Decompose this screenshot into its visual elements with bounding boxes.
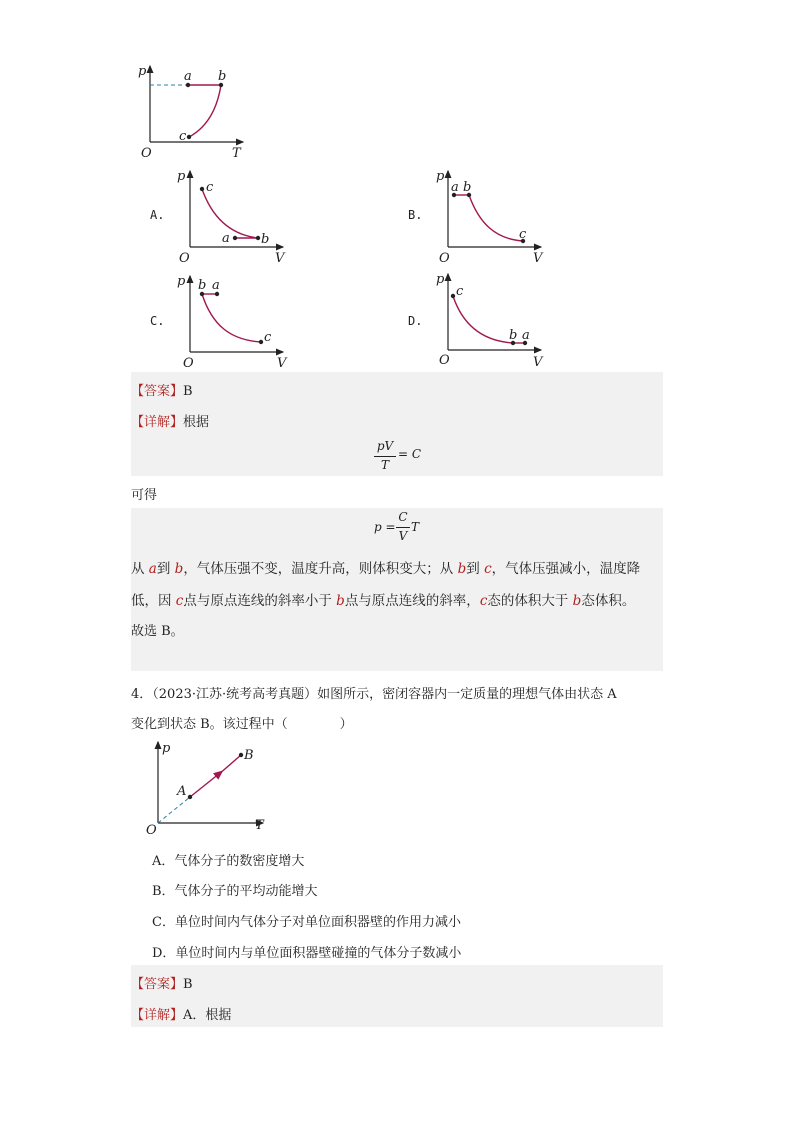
option-D-graph [433,268,548,368]
label-p: p [162,741,171,756]
formula2-numerator: C [398,510,408,524]
detail-line-2 [131,1004,231,1023]
label-V: V [533,355,543,368]
explain-line-3: 故选 B。 [131,624,184,639]
text: ，气体压强不变，温度升高，则体积变大；从 [183,561,458,577]
detail-line-1 [131,411,209,430]
label-T: T [232,146,241,161]
point-label: a [522,328,530,343]
label-T: T [255,818,264,833]
answer-value: B [183,384,193,399]
label-A: A [177,784,187,799]
var: b [572,593,582,609]
q4-option-B: B．气体分子的平均动能增大 [152,884,318,899]
var: a [148,561,157,577]
answer-value: B [183,977,193,992]
point-c [187,135,191,139]
q4-line-1: 4．（2023·江苏·统考高考真题）如图所示，密闭容器内一定质量的理想气体由状态 A [131,687,617,702]
label-a: a [184,69,192,84]
detail-label: 【详解】 [131,1008,184,1023]
var: c [479,593,488,609]
option-A-label: A. [150,208,165,222]
formula1-denominator: T [380,458,389,472]
text: 到 [156,561,175,577]
q4-line-2: 变化到状态 B。该过程中（ ） [131,717,353,732]
answer-block-1 [131,372,663,476]
point-label: a [222,231,230,246]
formula2-lhs: p = [374,520,396,534]
answer-line-2 [131,973,193,992]
option-C-graph [175,270,290,370]
text: 态体积。 [581,593,636,609]
point-label: a [212,278,220,293]
text: 点与原点连线的斜率， [344,593,480,609]
option-C-label: C. [150,314,165,328]
text: 态的体积大于 [487,593,573,609]
label-O: O [439,353,450,368]
var: b [457,561,467,577]
label-O: O [146,823,157,838]
option-B-graph [433,165,548,265]
answer-label: 【答案】 [131,977,184,992]
label-V: V [275,251,285,265]
text: 点与原点连线的斜率小于 [183,593,337,609]
point-label: b [509,328,518,343]
label-c: c [179,129,187,144]
label-O: O [183,356,194,370]
point-label: c [519,227,527,242]
label-V: V [533,251,543,265]
text: ，气体压强减小，温度降 [491,561,641,577]
label-p: p [436,272,445,287]
formula1-bar [374,456,396,457]
label-B: B [244,748,254,763]
var: b [174,561,184,577]
option-A-graph [175,165,290,265]
point-label: b [198,278,207,293]
label-p: p [177,169,186,184]
option-D-label: D. [408,314,423,328]
point-label: c [264,330,272,345]
var: c [484,561,492,577]
label-p: p [177,274,186,289]
q4-option-D: D．单位时间内与单位面积器壁碰撞的气体分子数减小 [152,946,462,961]
label-p: p [138,64,147,79]
point-label: c [456,284,464,299]
label-V: V [277,356,287,370]
label-b: b [218,69,227,84]
point-label: b [261,232,270,247]
answer-line-1 [131,380,193,399]
q4-graph [143,738,273,838]
detail-label: 【详解】 [131,415,184,430]
label-O: O [179,251,190,265]
label-p: p [436,169,445,184]
point-label: a [451,180,459,195]
text: 低，因 [131,593,176,609]
formula1-numerator: pV [376,439,394,453]
pt-graph [135,58,250,163]
formula2-tail: T [411,520,420,534]
kede-text: 可得 [131,488,158,503]
detail-text: A．根据 [183,1008,232,1023]
text: 到 [466,561,485,577]
detail-text: 根据 [183,415,210,430]
point-label: b [463,180,472,195]
label-O: O [439,251,450,265]
explain-line-2 [131,589,635,609]
q4-option-C: C．单位时间内气体分子对单位面积器壁的作用力减小 [152,915,461,930]
formula2-denominator: V [398,529,408,543]
answer-label: 【答案】 [131,384,184,399]
bc-curve [189,85,221,137]
formula1-rhs: = C [398,447,422,461]
q4-option-A: A．气体分子的数密度增大 [152,854,305,869]
var: c [175,593,184,609]
var: b [336,593,345,609]
explain-line-1 [131,557,640,577]
text: 从 [131,561,149,577]
point-label: c [206,180,214,195]
option-B-label: B. [408,208,423,222]
formula2-bar [396,527,410,528]
label-O: O [141,146,152,161]
